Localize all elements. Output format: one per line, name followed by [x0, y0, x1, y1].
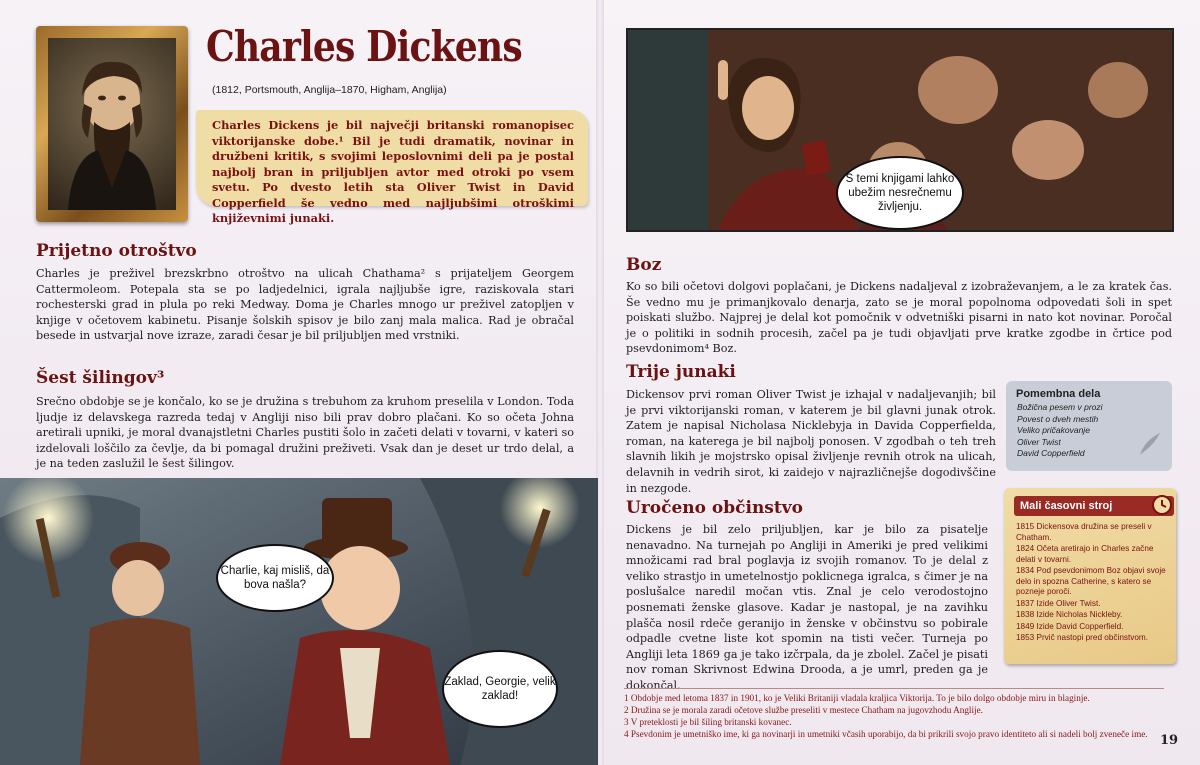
intro-box [196, 110, 588, 225]
timeline-entry: 1837 Izide Oliver Twist. [1016, 598, 1101, 608]
footnote: 2 Družina se je morala zaradi očetove službe preseliti v mestece Chatham na jugovzhodu Anglije. [624, 705, 983, 715]
mali-casovni-stroj-box [1004, 488, 1176, 664]
work-item: Povest o dveh mestih [1017, 413, 1099, 424]
pomembna-dela-heading: Pomembna dela [1016, 388, 1101, 400]
heading-boz: Boz [626, 255, 662, 275]
speech-bubble-zaklad: Zaklad, Georgie, velik zaklad! [442, 650, 558, 728]
timeline-entry: 1824 Očeta aretirajo in Charles začne delati v tovarni. [1016, 544, 1154, 564]
heading-sest: Šest šilingov³ [36, 368, 165, 388]
text-sest: Srečno obdobje se je končalo, ko se je družina s trebuhom za kruhom preselila v London. Toda ljudje iz delavskega razreda tedaj v Angliji niso bili prav dobro plačani. Ko so očeta Johna aretirali upniki, je moral dvanajstletni Charles pustiti šolo in začeti delati v tovarni, v kateri so izdelovali loščilo za čevlje, da bi pomagal družini preživeti. Vsak dan je deset ur trdo delal, a je na teden zaslužil le šest šilingov. [36, 395, 574, 471]
heading-uroceno: Uročeno občinstvo [626, 498, 803, 518]
dickens-portrait [48, 38, 176, 210]
text-trije: Dickensov prvi roman Oliver Twist je izhajal v nadaljevanjih; bil je prvi viktorijanski roman, v katerem je bil glavni junak otrok. Zatem je napisal Nicholasa Nicklebyja in Davida Copperfielda, roman, na katerega je bil najbolj ponosen. V zgodbah o teh treh slavnih likih je mojstrsko opisal življenje revnih otrok na ulicah, delavnih in vedrih sirot, ki zaidejo v najrazličnejše dogodivščine in nezgode. [626, 388, 996, 495]
work-item: Veliko pričakovanje [1017, 425, 1090, 435]
heading-trije: Trije junaki [626, 362, 736, 382]
portrait-illustration [48, 38, 176, 210]
footnote: 1 Obdobje med letoma 1837 in 1901, ko je Veliki Britaniji vladala kraljica Viktorija. To je bilo dolgo obdobje miru in blaginje. [624, 693, 1090, 703]
life-dates: (1812, Portsmouth, Anglija–1870, Higham, Anglija) [212, 84, 447, 96]
timeline-entry: 1815 Dickensova družina se preseli v Chatham. [1016, 522, 1152, 542]
quill-icon [1136, 431, 1162, 457]
work-item: Božična pesem v prozi [1017, 402, 1103, 412]
footnotes [624, 688, 1164, 740]
work-item: David Copperfield [1017, 448, 1085, 458]
footnote: 4 Psevdonim je umetniško ime, ki ga novinarji in umetniki včasih uporabijo, da bi prikrili svojo pravo identiteto ali si nadeli bolj zveneče ime. [624, 729, 1148, 739]
portrait-frame [36, 26, 188, 222]
timeline-entry: 1838 Izide Nicholas Nickleby. [1016, 610, 1123, 619]
timeline-entry: 1834 Pod psevdonimom Boz objavi svoje delo in spozna Catherine, s katero se pozneje poroči. [1016, 566, 1166, 596]
page-title: Charles Dickens [206, 22, 522, 71]
intro-text: Charles Dickens je bil največji britanski romanopisec viktorijanske dobe.¹ Bil je tudi dramatik, novinar in družbeni kritik, s svojimi leposlovnimi deli pa je postal najbolj bran in priljubljen avtor med otroki po vsem svetu. Po dvesto letih sta Oliver Twist in David Copperfield še vedno med najljubšimi otroškimi književnimi junaki. [212, 118, 574, 225]
timeline-entries [1016, 522, 1170, 645]
timeline-heading: Mali časovni stroj [1014, 496, 1174, 516]
page-number: 19 [1160, 733, 1179, 748]
timeline-entry: 1853 Prvič nastopi pred občinstvom. [1016, 633, 1148, 642]
text-uroceno: Dickens je bil zelo priljubljen, kar je bilo za pisatelje nenavadno. Na turnejah po Angliji in Ameriki je pred velikimi množicami rad bral poglavja iz svojih romanov. To je delal z veliko strastjo in umetelnostjo poklicnega igralca, s čimer je na poslušalce naredil močan vtis. Znal je celo verodostojno posnemati ženske glasove. Kadar je nastopal, je na zavihku plašča nosil rdeče geranijo in ženske v občinstvu so pobirale odpadle cvetne liste kot spomin na tisti večer. Turneja po Angliji leta 1869 ga je tako izčrpala, da je zbolel. Začel je pisati nov roman Skrivnost Edwina Drooda, a je umrl, preden ga je dokončal. [626, 523, 988, 692]
footnote: 3 V preteklosti je bil šiling britanski kovanec. [624, 717, 792, 727]
work-item: Oliver Twist [1017, 436, 1061, 447]
heading-prijetno: Prijetno otroštvo [36, 241, 197, 261]
text-boz: Ko so bili očetovi dolgovi poplačani, je Dickens nadaljeval z izobraževanjem, a le za kratek čas. Še vedno mu je primanjkovalo denarja, zato se je moral popolnoma odpovedati šoli in spet poiskati službo. Najprej je delal kot pomočnik v odvetniški pisarni in nato kot novinar. Poročal je o politiki in sodnih procesih, začel pa je tudi objavljati prve kratke zgodbe in črtice pod psevdonimom⁴ Boz. [626, 280, 1172, 356]
speech-bubble-reading: S temi knjigami lahko ubežim nesrečnemu življenju. [836, 156, 964, 230]
pomembna-dela-box [1006, 381, 1172, 471]
speech-bubble-charlie: Charlie, kaj misliš, da bova našla? [216, 544, 334, 612]
text-prijetno: Charles je preživel brezskrbno otroštvo na ulicah Chathama² s prijateljem Georgem Cattermoleom. Potepala sta se po ladjedelnici, igrala najljubše igre, raziskovala stari rochesterski grad in plula po reki Medway. Doma je Charles mnogo ur preživel zatopljen v knjige v očetovem kabinetu. Pisanje šolskih spisov je bilo zanj mala malica. Rad je obračal besede in ustvarjal nove izraze, zaradi česar je bil priljubljen med vrstniki. [36, 267, 574, 343]
clock-icon [1150, 492, 1174, 516]
timeline-entry: 1849 Izide David Copperfield. [1016, 621, 1124, 631]
